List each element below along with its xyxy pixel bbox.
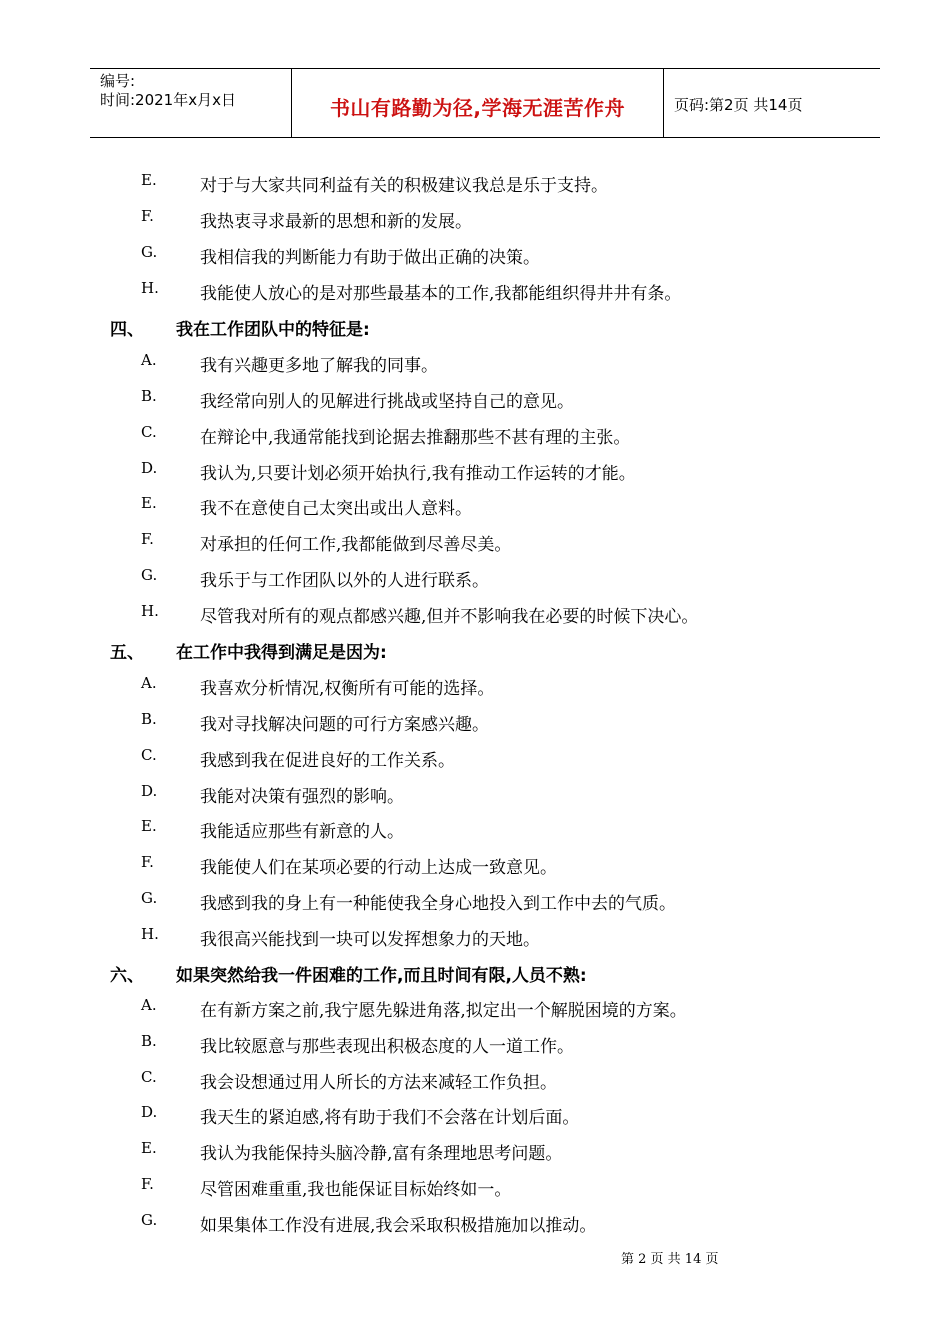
header-motto: 书山有路勤为径,学海无涯苦作舟 <box>329 96 626 120</box>
section-title: 在工作中我得到满足是因为: <box>176 643 387 663</box>
option-letter: D. <box>141 1103 158 1121</box>
option-letter: H. <box>141 279 159 297</box>
option-text: 我经常向别人的见解进行挑战或坚持自己的意见。 <box>200 392 574 412</box>
option-text: 对于与大家共同利益有关的积极建议我总是乐于支持。 <box>200 176 608 196</box>
option-letter: E. <box>141 171 157 189</box>
option-text: 我热衷寻求最新的思想和新的发展。 <box>200 212 472 232</box>
option-text: 我很高兴能找到一块可以发挥想象力的天地。 <box>200 930 540 950</box>
option-letter: C. <box>141 746 157 764</box>
option-text: 尽管困难重重,我也能保证目标始终如一。 <box>200 1180 512 1200</box>
section-number: 五、 <box>110 643 144 663</box>
header-motto-cell <box>292 69 664 137</box>
option-letter: A. <box>141 351 157 369</box>
option-text: 我感到我在促进良好的工作关系。 <box>200 751 455 771</box>
option-text: 我能对决策有强烈的影响。 <box>200 787 404 807</box>
option-letter: G. <box>141 1211 158 1229</box>
option-letter: D. <box>141 782 158 800</box>
option-text: 我比较愿意与那些表现出积极态度的人一道工作。 <box>200 1037 574 1057</box>
header-page-cell <box>664 69 880 137</box>
header-page-number: 页码:第2页 共14页 <box>674 96 803 114</box>
section-number: 六、 <box>110 966 144 986</box>
option-text: 我有兴趣更多地了解我的同事。 <box>200 356 438 376</box>
option-text: 对承担的任何工作,我都能做到尽善尽美。 <box>200 535 512 555</box>
section-title: 如果突然给我一件困难的工作,而且时间有限,人员不熟: <box>176 966 587 986</box>
option-text: 我乐于与工作团队以外的人进行联系。 <box>200 571 489 591</box>
option-letter: H. <box>141 925 159 943</box>
option-text: 在辩论中,我通常能找到论据去推翻那些不甚有理的主张。 <box>200 428 631 448</box>
option-letter: F. <box>141 1175 154 1193</box>
option-letter: C. <box>141 1068 157 1086</box>
footer-page-number: 第 2 页 共 14 页 <box>621 1252 719 1267</box>
option-text: 我认为我能保持头脑冷静,富有条理地思考问题。 <box>200 1144 563 1164</box>
option-text: 我认为,只要计划必须开始执行,我有推动工作运转的才能。 <box>200 464 636 484</box>
option-letter: C. <box>141 423 157 441</box>
option-text: 在有新方案之前,我宁愿先躲进角落,拟定出一个解脱困境的方案。 <box>200 1001 687 1021</box>
option-letter: D. <box>141 459 158 477</box>
option-text: 我对寻找解决问题的可行方案感兴趣。 <box>200 715 489 735</box>
option-text: 我会设想通过用人所长的方法来减轻工作负担。 <box>200 1073 557 1093</box>
header-info-cell <box>90 69 292 137</box>
document-date-label: 时间:2021年x月x日 <box>100 91 236 109</box>
option-letter: B. <box>141 710 157 728</box>
option-text: 我不在意使自己太突出或出人意料。 <box>200 499 472 519</box>
option-text: 我喜欢分析情况,权衡所有可能的选择。 <box>200 679 495 699</box>
option-letter: B. <box>141 387 157 405</box>
option-letter: G. <box>141 566 158 584</box>
option-text: 如果集体工作没有进展,我会采取积极措施加以推动。 <box>200 1216 597 1236</box>
option-letter: H. <box>141 602 159 620</box>
option-letter: E. <box>141 1139 157 1157</box>
document-number-label: 编号: <box>100 72 136 90</box>
option-text: 我能使人放心的是对那些最基本的工作,我都能组织得井井有条。 <box>200 284 682 304</box>
option-letter: E. <box>141 494 157 512</box>
option-letter: G. <box>141 243 158 261</box>
option-letter: F. <box>141 207 154 225</box>
option-letter: F. <box>141 530 154 548</box>
section-number: 四、 <box>110 320 144 340</box>
option-text: 我感到我的身上有一种能使我全身心地投入到工作中去的气质。 <box>200 894 676 914</box>
option-text: 我相信我的判断能力有助于做出正确的决策。 <box>200 248 540 268</box>
option-letter: E. <box>141 817 157 835</box>
option-letter: A. <box>141 996 157 1014</box>
option-letter: B. <box>141 1032 157 1050</box>
option-letter: G. <box>141 889 158 907</box>
option-text: 尽管我对所有的观点都感兴趣,但并不影响我在必要的时候下决心。 <box>200 607 699 627</box>
option-text: 我天生的紧迫感,将有助于我们不会落在计划后面。 <box>200 1108 580 1128</box>
section-title: 我在工作团队中的特征是: <box>176 320 370 340</box>
option-letter: A. <box>141 674 157 692</box>
option-text: 我能使人们在某项必要的行动上达成一致意见。 <box>200 858 557 878</box>
option-text: 我能适应那些有新意的人。 <box>200 822 404 842</box>
page-header <box>90 68 880 138</box>
option-letter: F. <box>141 853 154 871</box>
